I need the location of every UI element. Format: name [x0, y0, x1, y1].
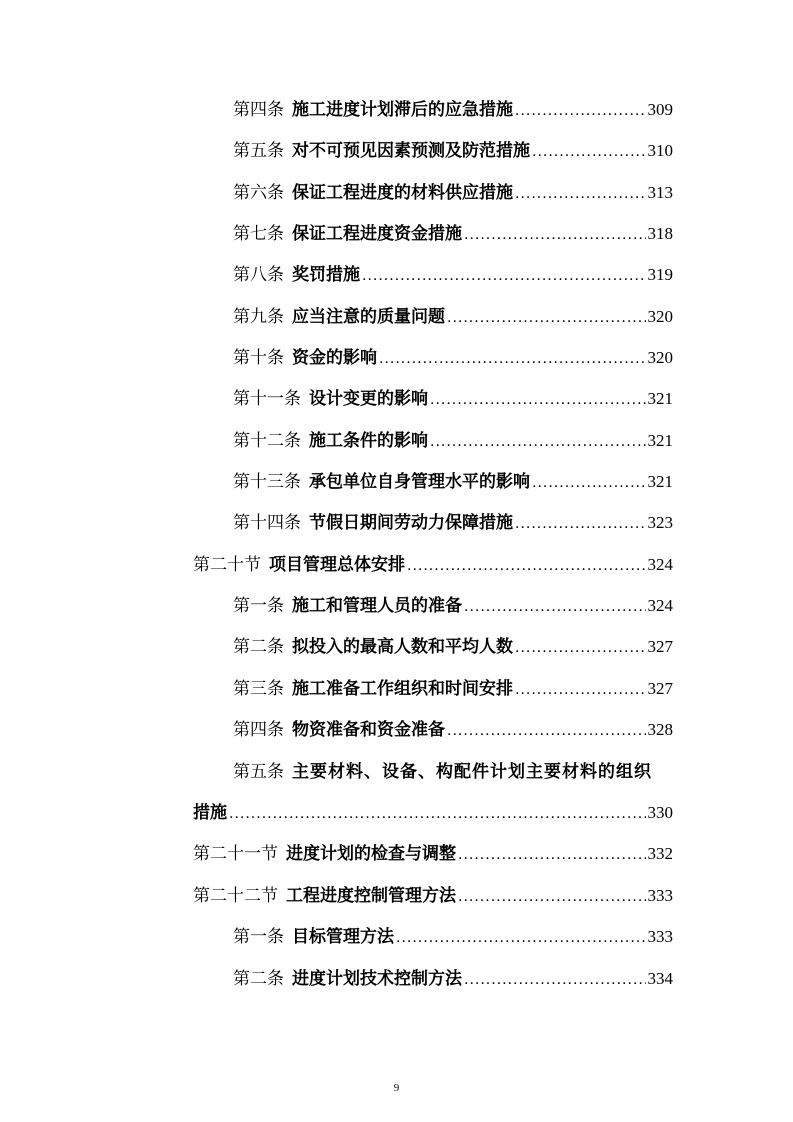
toc-entry[interactable] [233, 222, 673, 246]
dot-leader [532, 471, 646, 495]
dot-leader [515, 636, 646, 660]
toc-entry[interactable] [233, 594, 673, 618]
toc-entry-number: 第十三条 [233, 472, 301, 492]
toc-entry[interactable] [233, 635, 673, 659]
toc-entry-page: 321 [647, 431, 673, 450]
toc-entry-title: 物资准备和资金准备 [292, 720, 445, 740]
toc-section-entry[interactable] [193, 842, 673, 866]
toc-entry-title: 施工条件的影响 [309, 431, 428, 451]
toc-section-entry[interactable] [193, 553, 673, 577]
toc-entry-number: 第十四条 [233, 513, 301, 533]
toc-entry-title: 保证工程进度资金措施 [292, 224, 462, 244]
toc-entry-title: 施工进度计划滞后的应急措施 [292, 100, 513, 120]
dot-leader [464, 595, 646, 619]
toc-entry-page: 313 [647, 183, 673, 202]
toc-entry-page: 327 [647, 679, 673, 698]
dot-leader [532, 140, 646, 164]
toc-entry[interactable] [233, 305, 673, 329]
toc-entry-title-continuation: 措施 [193, 803, 227, 823]
dot-leader [229, 802, 646, 826]
toc-entry-page: 327 [647, 637, 673, 656]
toc-entry-title: 资金的影响 [292, 348, 377, 368]
toc-entry-page: 328 [647, 720, 673, 739]
toc-entry-page: 321 [647, 389, 673, 408]
toc-entry-page: 333 [647, 886, 673, 905]
toc-entry-number: 第二条 [233, 637, 284, 657]
toc-entry[interactable] [233, 718, 673, 742]
dot-leader [379, 347, 646, 371]
toc-entry-page: 319 [647, 265, 673, 284]
toc-entry-page: 310 [647, 141, 673, 160]
dot-leader [458, 843, 646, 867]
toc-entry-page: 332 [647, 844, 673, 863]
toc-entry-page: 323 [647, 513, 673, 532]
toc-entry-number: 第一条 [233, 596, 284, 616]
toc-entry[interactable] [233, 263, 673, 287]
toc-entry-number: 第十条 [233, 348, 284, 368]
toc-entry-number: 第七条 [233, 224, 284, 244]
toc-entry-title: 主要材料、设备、构配件计划主要材料的组织 [292, 762, 652, 782]
dot-leader [430, 388, 646, 412]
dot-leader [515, 512, 646, 536]
toc-entry-title: 工程进度控制管理方法 [286, 886, 456, 906]
toc-entry-page: 324 [647, 596, 673, 615]
toc-entry-page: 321 [647, 472, 673, 491]
toc-entry[interactable] [233, 139, 673, 163]
dot-leader [396, 926, 646, 950]
toc-entry-title: 节假日期间劳动力保障措施 [309, 513, 513, 533]
toc-entry-number: 第十一条 [233, 389, 301, 409]
toc-entry-number: 第二十节 [193, 555, 261, 575]
toc-entry-title: 项目管理总体安排 [269, 555, 405, 575]
toc-entry-number: 第二十二节 [193, 886, 278, 906]
dot-leader [447, 306, 646, 330]
dot-leader [515, 678, 646, 702]
toc-entry-number: 第五条 [233, 762, 284, 782]
toc-entry[interactable] [233, 511, 673, 535]
toc-entry-page: 324 [647, 555, 673, 574]
toc-entry-page: 318 [647, 224, 673, 243]
toc-entry-title: 承包单位自身管理水平的影响 [309, 472, 530, 492]
toc-entry-page: 330 [647, 803, 673, 822]
dot-leader [447, 719, 646, 743]
dot-leader [464, 223, 646, 247]
toc-entry-title: 保证工程进度的材料供应措施 [292, 183, 513, 203]
dot-leader [464, 968, 646, 992]
toc-entry[interactable] [233, 925, 673, 949]
toc-entry-title: 拟投入的最高人数和平均人数 [292, 637, 513, 657]
toc-entry[interactable] [233, 470, 673, 494]
toc-entry-number: 第十二条 [233, 431, 301, 451]
dot-leader [430, 430, 646, 454]
page-number: 9 [393, 1082, 400, 1094]
toc-entry-number: 第八条 [233, 265, 284, 285]
toc-entry-title: 应当注意的质量问题 [292, 307, 445, 327]
toc-entry-title: 奖罚措施 [292, 265, 360, 285]
toc-section-entry[interactable] [193, 884, 673, 908]
toc-entry-number: 第二条 [233, 969, 284, 989]
toc-entry-number: 第四条 [233, 720, 284, 740]
toc-entry[interactable] [233, 346, 673, 370]
toc-entry-title: 施工和管理人员的准备 [292, 596, 462, 616]
dot-leader [458, 885, 646, 909]
toc-entry-page: 309 [647, 100, 673, 119]
dot-leader [362, 264, 646, 288]
toc-entry[interactable] [233, 181, 673, 205]
toc-entry-title: 进度计划的检查与调整 [286, 844, 456, 864]
toc-entry[interactable] [233, 677, 673, 701]
toc-entry[interactable] [233, 98, 673, 122]
toc-entry-wrapped-continuation[interactable] [193, 801, 673, 825]
toc-entry[interactable] [233, 967, 673, 991]
toc-entry-number: 第五条 [233, 141, 284, 161]
toc-entry[interactable] [233, 429, 673, 453]
dot-leader [515, 99, 646, 123]
dot-leader [407, 554, 646, 578]
toc-entry-number: 第二十一节 [193, 844, 278, 864]
toc-entry-title: 对不可预见因素预测及防范措施 [292, 141, 530, 161]
toc-entry-number: 第九条 [233, 307, 284, 327]
toc-entry-title: 目标管理方法 [292, 927, 394, 947]
toc-entry-number: 第三条 [233, 679, 284, 699]
toc-entry-page: 334 [647, 969, 673, 988]
toc-entry-number: 第四条 [233, 100, 284, 120]
toc-entry[interactable] [233, 387, 673, 411]
toc-entry-title: 设计变更的影响 [309, 389, 428, 409]
toc-entry-page: 320 [647, 307, 673, 326]
toc-entry-number: 第六条 [233, 183, 284, 203]
toc-entry-wrapped-first-line[interactable] [233, 760, 673, 784]
toc-entry-title: 进度计划技术控制方法 [292, 969, 462, 989]
toc-entry-title: 施工准备工作组织和时间安排 [292, 679, 513, 699]
dot-leader [515, 182, 646, 206]
toc-entry-page: 320 [647, 348, 673, 367]
toc-entry-page: 333 [647, 927, 673, 946]
toc-entry-number: 第一条 [233, 927, 284, 947]
